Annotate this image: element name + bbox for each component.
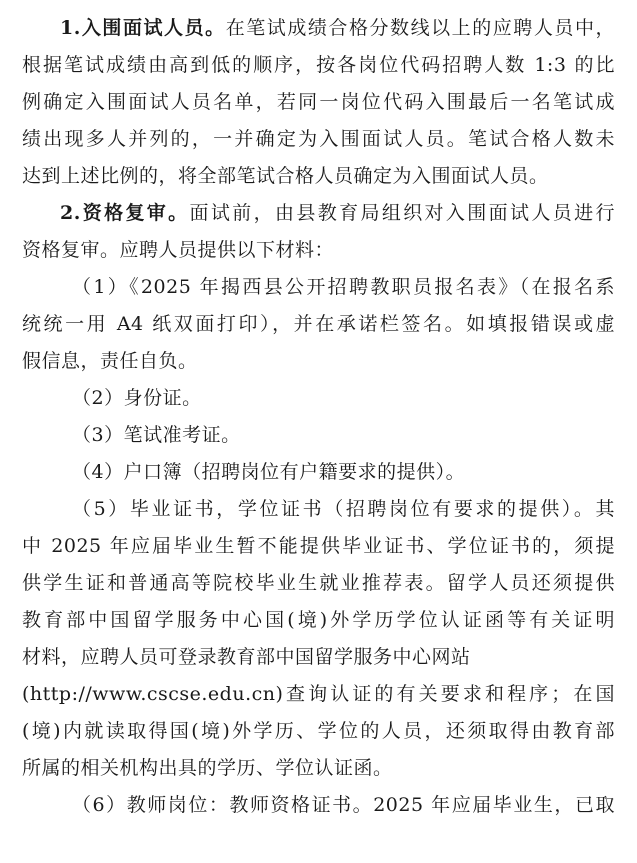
paragraph-line: 例确定入围面试人员名单，若同一岗位代码入围最后一名笔试成	[22, 91, 615, 113]
section-heading: 入围面试人员。	[80, 17, 226, 39]
list-item-line: 统统一用 A4 纸双面打印），并在承诺栏签名。如填报错误或虚	[22, 313, 615, 335]
list-item: （2）身份证。	[72, 387, 202, 409]
paragraph-text: 面试前，由县教育局组织对入围面试人员进行	[189, 202, 615, 224]
list-item: （3）笔试准考证。	[72, 424, 241, 446]
list-item-line: （1）《2025 年揭西县公开招聘教职员报名表》（在报名系	[72, 276, 615, 298]
paragraph-line: 达到上述比例的，将全部笔试合格人员确定为入围面试人员。	[22, 165, 549, 187]
list-item-line: 所属的相关机构出具的学历、学位认证函。	[22, 757, 393, 779]
list-item-line: (境)内就读取得国(境)外学历、学位的人员，还须取得由教育部	[22, 720, 615, 742]
paragraph-line: 绩出现多人并列的，一并确定为入围面试人员。笔试合格人数未	[22, 128, 615, 150]
section-heading: 资格复审。	[80, 202, 190, 224]
list-item-line: (http://www.cscse.edu.cn)查询认证的有关要求和程序；在国	[22, 683, 615, 705]
list-item-line: （6）教师岗位：教师资格证书。2025 年应届毕业生，已取	[72, 794, 615, 816]
list-item-line: 中 2025 年应届毕业生暂不能提供毕业证书、学位证书的，须提	[22, 535, 615, 557]
paragraph-text: 在笔试成绩合格分数线以上的应聘人员中，	[225, 17, 615, 39]
list-item-line: 供学生证和普通高等院校毕业生就业推荐表。留学人员还须提供	[22, 572, 615, 594]
list-item-line: （5）毕业证书，学位证书（招聘岗位有要求的提供）。其	[72, 498, 615, 520]
paragraph-line: 资格复审。应聘人员提供以下材料：	[22, 239, 335, 261]
paragraph-line: 根据笔试成绩由高到低的顺序，按各岗位代码招聘人数 1:3 的比	[22, 54, 615, 76]
list-item-line: 教育部中国留学服务中心国(境)外学历学位认证函等有关证明	[22, 609, 615, 631]
list-item-line: 假信息，责任自负。	[22, 350, 198, 372]
list-item-line: 材料，应聘人员可登录教育部中国留学服务中心网站	[22, 646, 471, 668]
paragraph-line	[22, 195, 615, 232]
section-number: 2.	[60, 202, 81, 224]
paragraph-line	[22, 10, 615, 47]
list-item: （4）户口簿（招聘岗位有户籍要求的提供）。	[72, 461, 466, 483]
section-number: 1.	[60, 17, 81, 39]
